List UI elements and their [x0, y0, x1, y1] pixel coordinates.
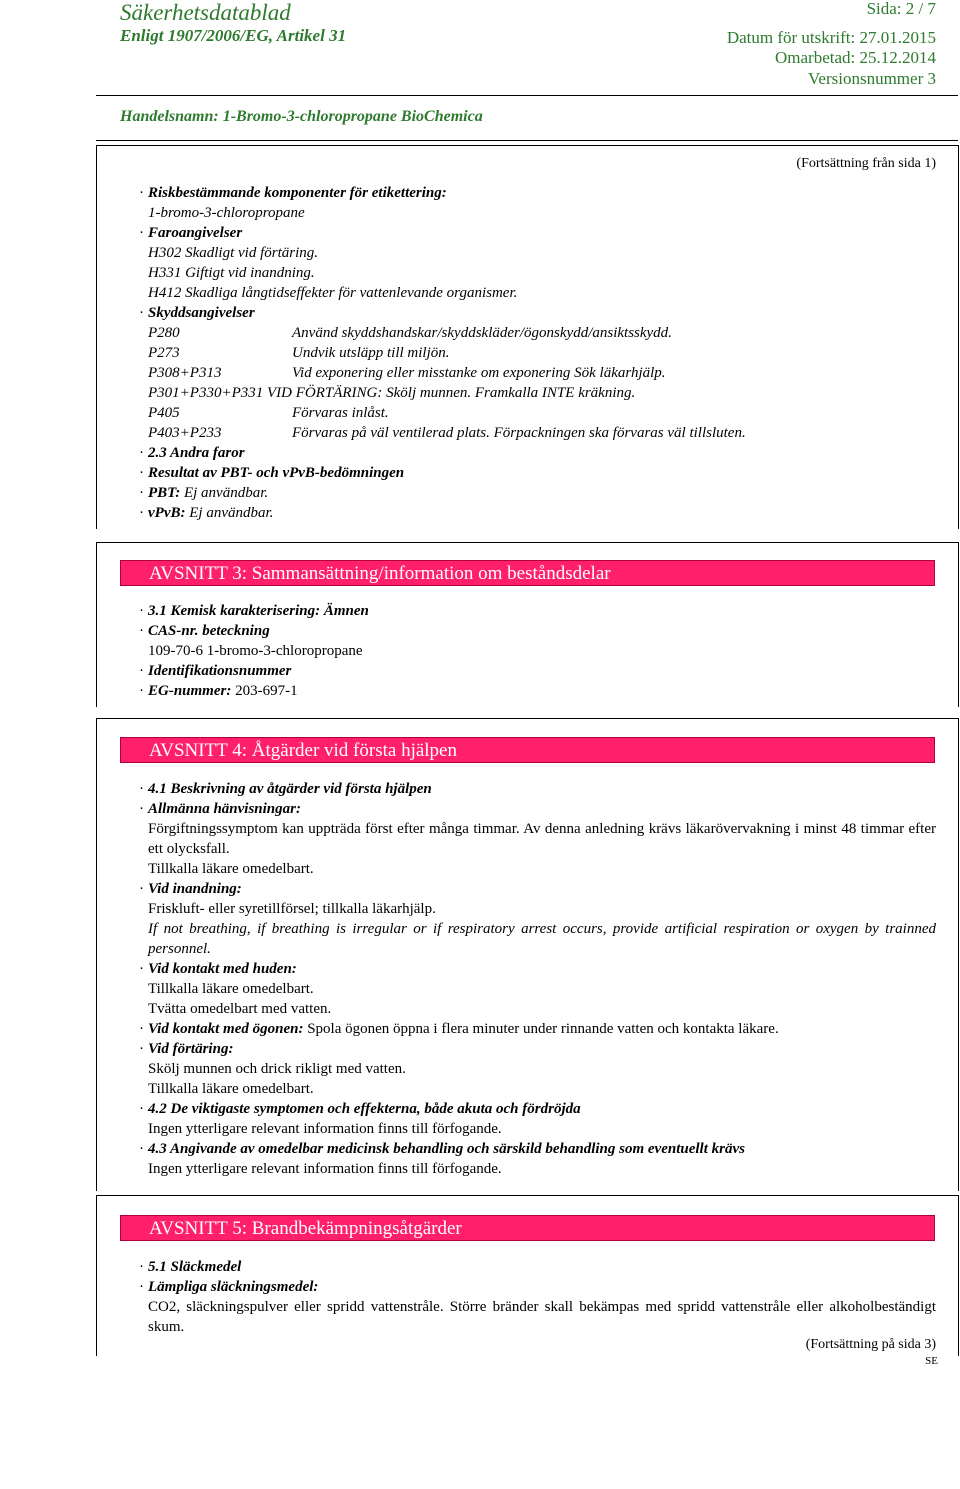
medical-treatment-title: 4.3 Angivande av omedelbar medicinsk behandling och särskild behandling som eventuellt krävs [148, 1141, 745, 1157]
continued-from-note: (Fortsättning från sida 1) [796, 156, 936, 171]
bullet: · [139, 445, 144, 461]
precaution-text: Använd skyddshandskar/skyddskläder/ögonskydd/ansiktsskydd. [292, 325, 672, 341]
eye-contact-title: Vid kontakt med ögonen: [148, 1021, 304, 1037]
bullet: · [139, 1141, 144, 1157]
extinguishing-media-title: 5.1 Släckmedel [148, 1259, 242, 1275]
bullet: · [139, 781, 144, 797]
char-value: Ämnen [323, 603, 369, 619]
precaution-code: P273 [148, 345, 180, 361]
version-number: Versionsnummer 3 [808, 69, 936, 88]
bullet: · [139, 1041, 144, 1057]
skin-contact-text: Tvätta omedelbart med vatten. [148, 1001, 332, 1017]
bullet: · [139, 623, 144, 639]
components-title: Riskbestämmande komponenter för etikettering: [148, 185, 447, 201]
bullet: · [139, 1279, 144, 1295]
pbt-label: PBT: [148, 485, 181, 501]
hazard-title: Faroangivelser [148, 225, 243, 241]
bullet: · [139, 961, 144, 977]
trade-name: Handelsnamn: 1-Bromo-3-chloropropane BioChemica [120, 108, 483, 125]
bullet: · [139, 465, 144, 481]
continued-to-note: (Fortsättning på sida 3) [805, 1337, 936, 1352]
vpvb-value: Ej användbar. [189, 505, 274, 521]
vpvb-label: vPvB: [148, 505, 186, 521]
ingestion-text: Tillkalla läkare omedelbart. [148, 1081, 314, 1097]
other-hazards-title: 2.3 Andra faror [148, 445, 245, 461]
bullet: · [139, 1259, 144, 1275]
cas-label: CAS-nr. beteckning [148, 623, 270, 639]
ec-value: 203-697-1 [235, 683, 298, 699]
bullet: · [139, 505, 144, 521]
precaution-code-text [148, 383, 635, 403]
eye-contact-text: Spola ögonen öppna i flera minuter under rinnande vatten och kontakta läkare. [307, 1021, 779, 1037]
precaution-text: Undvik utsläpp till miljön. [292, 345, 450, 361]
first-aid-description-title: 4.1 Beskrivning av åtgärder vid första hjälpen [148, 781, 432, 797]
document-title: Säkerhetsdatablad [120, 0, 291, 25]
bullet: · [139, 663, 144, 679]
inhalation-text: Friskluft- eller syretillförsel; tillkalla läkarhjälp. [148, 901, 436, 917]
cas-value: 109-70-6 1-bromo-3-chloropropane [148, 643, 363, 659]
hazard-statement: H302 Skadligt vid förtäring. [148, 245, 318, 261]
precaution-code: P403+P233 [148, 425, 222, 441]
precaution-text: VID FÖRTÄRING: Skölj munnen. Framkalla INTE kräkning. [266, 385, 636, 401]
char-label: 3.1 Kemisk karakterisering: [148, 603, 321, 619]
precaution-code: P405 [148, 405, 180, 421]
general-advice-title: Allmänna hänvisningar: [148, 801, 301, 817]
bullet: · [139, 185, 144, 201]
section-4-banner: AVSNITT 4: Åtgärder vid första hjälpen [120, 737, 935, 763]
bullet: · [139, 801, 144, 817]
identification-label: Identifikationsnummer [148, 663, 292, 679]
pbt-assessment-title: Resultat av PBT- och vPvB-bedömningen [148, 465, 405, 481]
precaution-code: P308+P313 [148, 365, 222, 381]
trade-name-divider [96, 140, 958, 141]
general-advice-call: Tillkalla läkare omedelbart. [148, 861, 314, 877]
vpvb-result [148, 503, 273, 523]
ingestion-title: Vid förtäring: [148, 1041, 234, 1057]
bullet: · [139, 881, 144, 897]
precaution-text: Förvaras på väl ventilerad plats. Förpackningen ska förvaras väl tillsluten. [292, 425, 746, 441]
component-name: 1-bromo-3-chloropropane [148, 205, 305, 221]
hazard-statement: H412 Skadliga långtidseffekter för vattenlevande organismer. [148, 285, 518, 301]
country-code: SE [925, 1355, 938, 1367]
hazard-statement: H331 Giftigt vid inandning. [148, 265, 315, 281]
ingestion-text: Skölj munnen och drick rikligt med vatten. [148, 1061, 406, 1077]
symptoms-text: Ingen ytterligare relevant information finns till förfogande. [148, 1121, 502, 1137]
precaution-title: Skyddsangivelser [148, 305, 255, 321]
bullet: · [139, 225, 144, 241]
pbt-result [148, 483, 268, 503]
header-divider [96, 95, 958, 96]
section-5-banner: AVSNITT 5: Brandbekämpningsåtgärder [120, 1215, 935, 1241]
bullet: · [139, 683, 144, 699]
bullet: · [139, 1101, 144, 1117]
inhalation-title: Vid inandning: [148, 881, 242, 897]
ec-label: EG-nummer: [148, 683, 232, 699]
bullet: · [139, 603, 144, 619]
revision-date: Omarbetad: 25.12.2014 [775, 48, 936, 67]
bullet: · [139, 1021, 144, 1037]
eye-contact [148, 1019, 779, 1039]
precaution-text: Vid exponering eller misstanke om exponering Sök läkarhjälp. [292, 365, 666, 381]
chemical-characterization [148, 601, 369, 621]
medical-treatment-text: Ingen ytterligare relevant information finns till förfogande. [148, 1161, 502, 1177]
bullet: · [139, 305, 144, 321]
section-3-banner: AVSNITT 3: Sammansättning/information om beståndsdelar [120, 560, 935, 586]
print-date: Datum för utskrift: 27.01.2015 [726, 28, 936, 47]
ec-number [148, 681, 298, 701]
suitable-media-text: CO2, släckningspulver eller spridd vattenstråle. Större bränder skall bekämpas med spridd vattenstråle eller alkoholbeständigt skum. [148, 1299, 936, 1335]
page-number: Sida: 2 / 7 [866, 0, 936, 18]
symptoms-title: 4.2 De viktigaste symptomen och effekterna, både akuta och fördröjda [148, 1101, 581, 1117]
bullet: · [139, 485, 144, 501]
precaution-text: Förvaras inlåst. [292, 405, 389, 421]
inhalation-text-en: If not breathing, if breathing is irregular or if respiratory arrest occurs, provide artificial respiration or oxygen by trainned personnel. [148, 921, 936, 957]
suitable-media-title: Lämpliga släckningsmedel: [148, 1279, 319, 1295]
precaution-code: P280 [148, 325, 180, 341]
regulation-reference: Enligt 1907/2006/EG, Artikel 31 [120, 26, 347, 45]
skin-contact-title: Vid kontakt med huden: [148, 961, 297, 977]
general-advice-text: Förgiftningssymptom kan uppträda först efter många timmar. Av denna anledning krävs läkarövervakning i minst 48 timmar efter ett olycksfall. [148, 821, 936, 857]
pbt-value: Ej användbar. [183, 485, 269, 501]
precaution-code: P301+P330+P331 [148, 385, 264, 401]
skin-contact-text: Tillkalla läkare omedelbart. [148, 981, 314, 997]
